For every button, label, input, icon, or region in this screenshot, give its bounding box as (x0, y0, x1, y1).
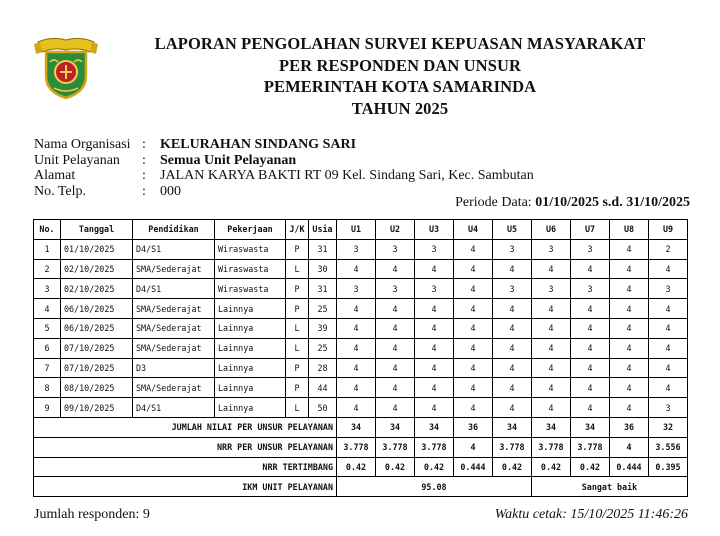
table-cell: 4 (454, 358, 493, 378)
column-header: No. (34, 220, 61, 240)
table-cell: Lainnya (215, 299, 286, 319)
table-cell: 50 (309, 398, 337, 418)
table-cell: 3 (337, 239, 376, 259)
table-cell: 4 (337, 299, 376, 319)
table-cell: 4 (376, 259, 415, 279)
table-cell: 4 (493, 358, 532, 378)
table-row (34, 259, 688, 279)
table-cell: 4 (532, 318, 571, 338)
table-cell: 4 (610, 398, 649, 418)
table-cell: 4 (532, 299, 571, 319)
table-cell: 3 (571, 279, 610, 299)
ikm-label: IKM UNIT PELAYANAN (34, 477, 337, 497)
title-line-1: LAPORAN PENGOLAHAN SURVEI KEPUASAN MASYARAKAT (154, 34, 646, 53)
table-cell: 3 (337, 279, 376, 299)
column-header: Tanggal (61, 220, 133, 240)
table-cell: 4 (493, 299, 532, 319)
table-cell: 4 (649, 318, 688, 338)
nrr-value: 3.778 (337, 437, 376, 457)
table-cell: 4 (571, 358, 610, 378)
table-cell: 4 (532, 338, 571, 358)
ikm-value: 95.08 (337, 477, 532, 497)
table-cell: 28 (309, 358, 337, 378)
column-header: U9 (649, 220, 688, 240)
table-cell: SMA/Sederajat (133, 378, 215, 398)
table-cell: 07/10/2025 (61, 358, 133, 378)
table-cell: 25 (309, 299, 337, 319)
table-cell: 4 (571, 398, 610, 418)
table-cell: 4 (649, 378, 688, 398)
column-header: J/K (286, 220, 309, 240)
nrr-value: 3.778 (493, 437, 532, 457)
table-cell: 4 (610, 279, 649, 299)
column-header: U1 (337, 220, 376, 240)
table-cell: 4 (610, 239, 649, 259)
table-cell: 3 (493, 239, 532, 259)
table-row (34, 239, 688, 259)
table-cell: 4 (649, 259, 688, 279)
nrrt-value: 0.42 (493, 457, 532, 477)
nrr-value: 3.778 (532, 437, 571, 457)
telp-value: 000 (160, 183, 181, 199)
table-cell: 4 (376, 398, 415, 418)
table-cell: 4 (454, 239, 493, 259)
jumlah-value: 36 (610, 417, 649, 437)
table-cell: 3 (415, 239, 454, 259)
jumlah-label: JUMLAH NILAI PER UNSUR PELAYANAN (34, 417, 337, 437)
column-header: U5 (493, 220, 532, 240)
table-cell: 3 (532, 239, 571, 259)
table-cell: 4 (376, 318, 415, 338)
info-row-unit (34, 153, 534, 169)
column-header: U3 (415, 220, 454, 240)
info-row-alamat (34, 168, 534, 184)
table-cell: 3 (415, 279, 454, 299)
table-cell: 4 (415, 338, 454, 358)
nrrt-value: 0.42 (532, 457, 571, 477)
table-row (34, 378, 688, 398)
table-cell: 4 (337, 318, 376, 338)
table-cell: 08/10/2025 (61, 378, 133, 398)
table-cell: 4 (337, 358, 376, 378)
table-cell: 3 (493, 279, 532, 299)
table-cell: 4 (649, 358, 688, 378)
jumlah-value: 34 (532, 417, 571, 437)
org-label: Nama Organisasi (34, 137, 131, 152)
table-cell: 06/10/2025 (61, 318, 133, 338)
table-row (34, 279, 688, 299)
table-cell: D3 (133, 358, 215, 378)
nrr-label: NRR PER UNSUR PELAYANAN (34, 437, 337, 457)
table-cell: 02/10/2025 (61, 259, 133, 279)
organization-info (34, 137, 534, 199)
table-cell: 4 (610, 318, 649, 338)
table-row (34, 358, 688, 378)
table-cell: 4 (571, 378, 610, 398)
nrrt-value: 0.42 (415, 457, 454, 477)
table-cell: P (286, 378, 309, 398)
table-cell: 4 (376, 378, 415, 398)
table-row (34, 338, 688, 358)
table-cell: Lainnya (215, 358, 286, 378)
table-cell: 4 (571, 338, 610, 358)
nrrt-value: 0.42 (376, 457, 415, 477)
nrrt-value: 0.42 (571, 457, 610, 477)
table-cell: 31 (309, 239, 337, 259)
table-cell: 5 (34, 318, 61, 338)
table-cell: 4 (454, 398, 493, 418)
periode-data (455, 195, 690, 211)
table-cell: 4 (337, 398, 376, 418)
table-cell: 3 (571, 239, 610, 259)
jumlah-value: 32 (649, 417, 688, 437)
table-cell: 4 (571, 259, 610, 279)
table-cell: 3 (376, 239, 415, 259)
table-cell: 4 (415, 358, 454, 378)
column-header: Pekerjaan (215, 220, 286, 240)
alamat-separator: : (142, 168, 146, 183)
periode-label: Periode Data: (455, 195, 532, 210)
city-emblem-logo (30, 32, 102, 102)
column-header: Pendidikan (133, 220, 215, 240)
table-cell: Lainnya (215, 338, 286, 358)
table-header-row (34, 220, 688, 240)
info-row-organisasi (34, 137, 534, 153)
table-cell: SMA/Sederajat (133, 259, 215, 279)
table-cell: 4 (610, 299, 649, 319)
jumlah-value: 34 (337, 417, 376, 437)
report-title (120, 33, 680, 119)
column-header: U2 (376, 220, 415, 240)
table-cell: 01/10/2025 (61, 239, 133, 259)
table-cell: 4 (610, 378, 649, 398)
table-cell: 4 (532, 398, 571, 418)
table-cell: 4 (376, 299, 415, 319)
table-cell: L (286, 259, 309, 279)
table-cell: 3 (376, 279, 415, 299)
table-cell: Lainnya (215, 378, 286, 398)
table-cell: 4 (571, 318, 610, 338)
table-cell: 4 (376, 338, 415, 358)
table-cell: 4 (532, 358, 571, 378)
unit-value: Semua Unit Pelayanan (160, 152, 297, 168)
table-cell: 2 (34, 259, 61, 279)
nrr-value: 4 (454, 437, 493, 457)
table-cell: L (286, 398, 309, 418)
table-cell: D4/S1 (133, 279, 215, 299)
table-cell: Wiraswasta (215, 279, 286, 299)
table-cell: 4 (610, 358, 649, 378)
column-header: U6 (532, 220, 571, 240)
table-cell: P (286, 279, 309, 299)
nrrt-value: 0.395 (649, 457, 688, 477)
table-cell: 4 (649, 338, 688, 358)
table-cell: 4 (415, 299, 454, 319)
table-cell: 4 (454, 279, 493, 299)
table-cell: SMA/Sederajat (133, 299, 215, 319)
column-header: Usia (309, 220, 337, 240)
table-cell: 02/10/2025 (61, 279, 133, 299)
table-cell: 3 (532, 279, 571, 299)
nrr-value: 4 (610, 437, 649, 457)
table-cell: 44 (309, 378, 337, 398)
table-cell: SMA/Sederajat (133, 338, 215, 358)
table-cell: 9 (34, 398, 61, 418)
table-cell: 30 (309, 259, 337, 279)
nrr-value: 3.556 (649, 437, 688, 457)
jumlah-value: 34 (415, 417, 454, 437)
table-row (34, 318, 688, 338)
table-cell: 2 (649, 239, 688, 259)
jumlah-value: 34 (571, 417, 610, 437)
jumlah-responden: Jumlah responden: 9 (34, 507, 150, 522)
table-cell: 4 (571, 299, 610, 319)
table-cell: 1 (34, 239, 61, 259)
table-cell: P (286, 358, 309, 378)
table-cell: 4 (649, 299, 688, 319)
alamat-value: JALAN KARYA BAKTI RT 09 Kel. Sindang Sari, Kec. Sambutan (160, 168, 534, 183)
org-value: KELURAHAN SINDANG SARI (160, 137, 357, 152)
table-cell: 4 (454, 378, 493, 398)
table-cell: D4/S1 (133, 239, 215, 259)
nrr-value: 3.778 (571, 437, 610, 457)
table-cell: 3 (649, 279, 688, 299)
title-line-4: TAHUN 2025 (351, 98, 449, 118)
table-cell: 4 (337, 378, 376, 398)
table-cell: 25 (309, 338, 337, 358)
table-cell: 06/10/2025 (61, 299, 133, 319)
table-cell: P (286, 239, 309, 259)
table-row (34, 398, 688, 418)
table-cell: 4 (415, 318, 454, 338)
telp-separator: : (142, 183, 146, 199)
table-cell: 4 (493, 338, 532, 358)
jumlah-value: 34 (493, 417, 532, 437)
table-cell: 4 (610, 338, 649, 358)
jumlah-row (34, 417, 688, 437)
table-cell: 4 (610, 259, 649, 279)
table-cell: P (286, 299, 309, 319)
unit-label: Unit Pelayanan (34, 152, 120, 168)
table-cell: 4 (493, 259, 532, 279)
periode-value: 01/10/2025 s.d. 31/10/2025 (535, 195, 690, 210)
table-cell: 4 (493, 398, 532, 418)
table-cell: 4 (376, 358, 415, 378)
jumlah-value: 36 (454, 417, 493, 437)
nrr-row (34, 437, 688, 457)
table-cell: 4 (454, 318, 493, 338)
jumlah-value: 34 (376, 417, 415, 437)
table-cell: L (286, 318, 309, 338)
table-cell: 4 (415, 259, 454, 279)
table-cell: 31 (309, 279, 337, 299)
title-line-3: PEMERINTAH KOTA SAMARINDA (263, 77, 537, 96)
nrr-value: 3.778 (415, 437, 454, 457)
table-row (34, 299, 688, 319)
alamat-label: Alamat (34, 168, 76, 183)
nrr-tertimbang-row (34, 457, 688, 477)
table-cell: 4 (454, 338, 493, 358)
table-cell: 8 (34, 378, 61, 398)
table-cell: 4 (493, 378, 532, 398)
table-cell: 4 (415, 398, 454, 418)
survey-table (33, 219, 688, 497)
table-cell: 4 (337, 259, 376, 279)
table-cell: 4 (415, 378, 454, 398)
waktu-cetak: Waktu cetak: 15/10/2025 11:46:26 (494, 507, 688, 522)
table-cell: 6 (34, 338, 61, 358)
table-cell: 4 (454, 299, 493, 319)
table-cell: 4 (532, 378, 571, 398)
table-cell: SMA/Sederajat (133, 318, 215, 338)
table-cell: 7 (34, 358, 61, 378)
column-header: U4 (454, 220, 493, 240)
table-cell: L (286, 338, 309, 358)
table-cell: 4 (454, 259, 493, 279)
nrr-tertimbang-label: NRR TERTIMBANG (34, 457, 337, 477)
table-cell: D4/S1 (133, 398, 215, 418)
table-cell: 4 (493, 318, 532, 338)
nrr-value: 3.778 (376, 437, 415, 457)
table-cell: 4 (34, 299, 61, 319)
table-cell: 09/10/2025 (61, 398, 133, 418)
unit-separator: : (142, 152, 146, 168)
table-cell: 39 (309, 318, 337, 338)
table-cell: 07/10/2025 (61, 338, 133, 358)
table-cell: Lainnya (215, 318, 286, 338)
ikm-mutu: Sangat baik (532, 477, 688, 497)
table-cell: Wiraswasta (215, 259, 286, 279)
column-header: U8 (610, 220, 649, 240)
title-line-2: PER RESPONDEN DAN UNSUR (278, 55, 522, 75)
table-cell: 3 (649, 398, 688, 418)
table-cell: Wiraswasta (215, 239, 286, 259)
ikm-row (34, 477, 688, 497)
table-cell: 4 (337, 338, 376, 358)
table-cell: Lainnya (215, 398, 286, 418)
nrrt-value: 0.42 (337, 457, 376, 477)
org-separator: : (142, 137, 146, 152)
table-cell: 4 (532, 259, 571, 279)
nrrt-value: 0.444 (610, 457, 649, 477)
table-cell: 3 (34, 279, 61, 299)
column-header: U7 (571, 220, 610, 240)
telp-label: No. Telp. (34, 183, 87, 199)
nrrt-value: 0.444 (454, 457, 493, 477)
